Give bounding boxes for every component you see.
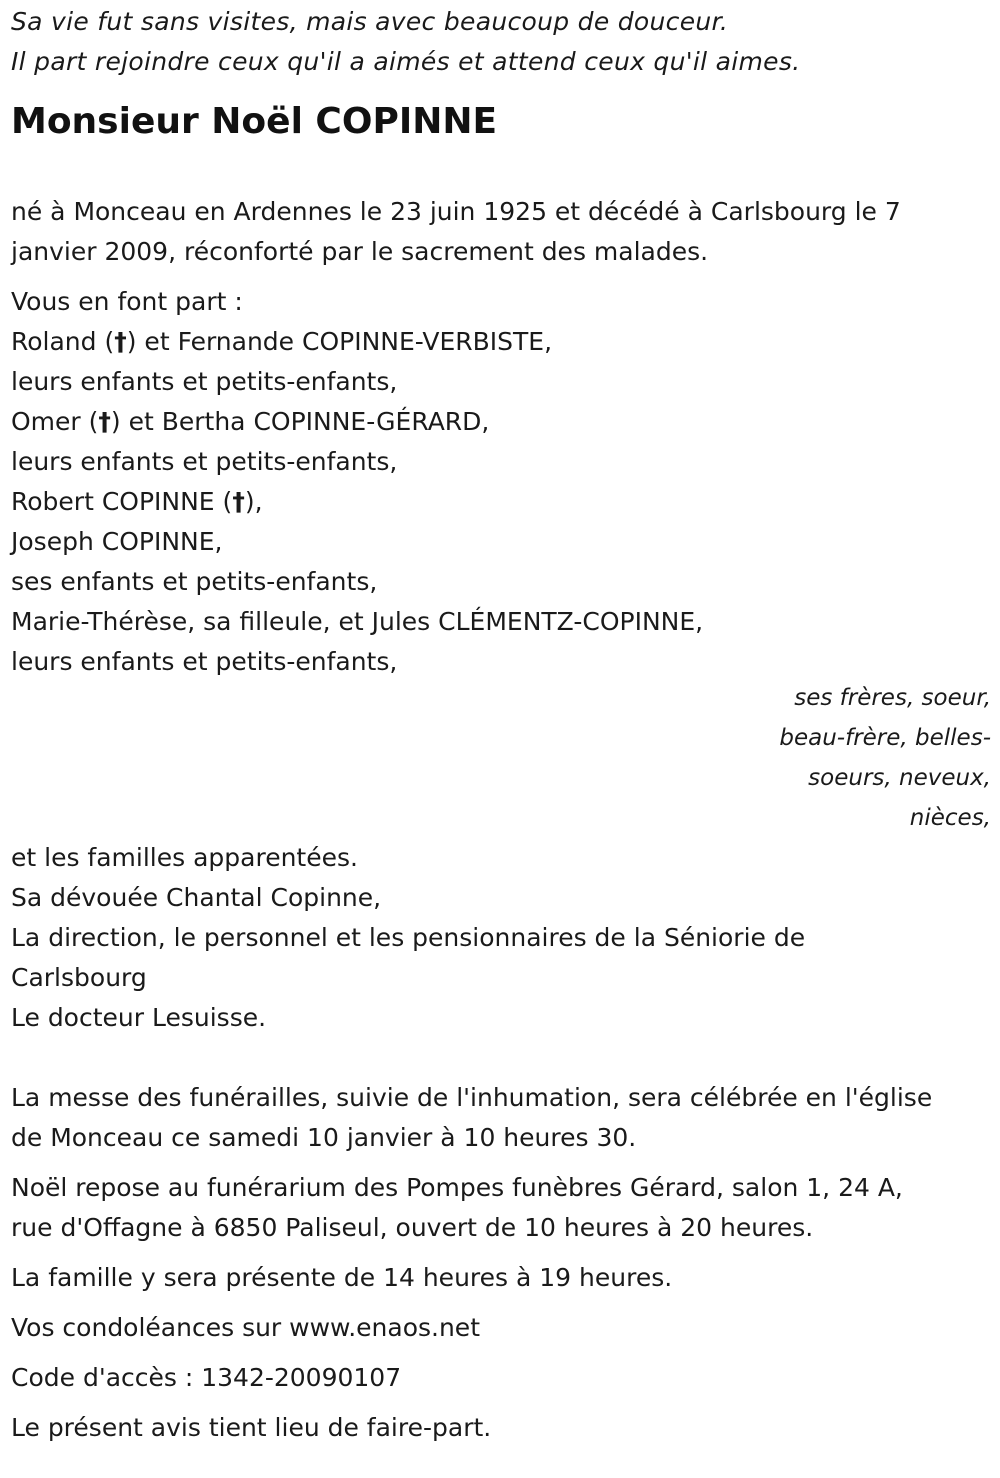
birth-death-paragraph — [11, 192, 991, 272]
cross-icon: † — [98, 407, 111, 436]
family-marie-children: leurs enfants et petits-enfants, — [11, 647, 398, 676]
family-robert — [11, 482, 991, 522]
family-roland-part-2: ) et Fernande COPINNE-VERBISTE, — [126, 327, 553, 356]
epigraph-line-1: Sa vie fut sans visites, mais avec beaucoup de douceur. — [11, 7, 729, 36]
relations-line-4: nièces, — [909, 805, 991, 831]
relations-block — [11, 678, 991, 838]
family-omer — [11, 402, 991, 442]
intro-line-1: né à Monceau en Ardennes le 23 juin 1925 et décédé à Carlsbourg le 7 — [11, 197, 901, 226]
others-line-4: Carlsbourg — [11, 963, 147, 992]
family-robert-part-2: ), — [244, 487, 263, 516]
cross-icon: † — [114, 327, 127, 356]
family-presence: La famille y sera présente de 14 heures à 19 heures. — [11, 1263, 673, 1292]
relations-line-2: beau-frère, belles- — [779, 725, 991, 751]
family-list — [11, 282, 991, 682]
family-roland-children: leurs enfants et petits-enfants, — [11, 367, 398, 396]
others-list — [11, 838, 991, 1038]
funeral-paragraph — [11, 1078, 991, 1158]
obituary-notice — [11, 0, 991, 1448]
family-omer-part-1: Omer ( — [11, 407, 99, 436]
family-omer-part-2: ) et Bertha COPINNE-GÉRARD, — [110, 407, 490, 436]
epigraph-line-2: Il part rejoindre ceux qu'il a aimés et attend ceux qu'il aimes. — [11, 47, 801, 76]
others-line-1: et les familles apparentées. — [11, 843, 358, 872]
others-line-5: Le docteur Lesuisse. — [11, 1003, 267, 1032]
cross-icon: † — [232, 487, 245, 516]
family-roland-part-1: Roland ( — [11, 327, 115, 356]
family-joseph-children: ses enfants et petits-enfants, — [11, 567, 378, 596]
family-joseph: Joseph COPINNE, — [11, 527, 223, 556]
funeral-line-1: La messe des funérailles, suivie de l'inhumation, sera célébrée en l'église — [11, 1083, 933, 1112]
condolences-line: Vos condoléances sur www.enaos.net — [11, 1313, 480, 1342]
family-roland — [11, 322, 991, 362]
repose-paragraph — [11, 1168, 991, 1248]
repose-line-2: rue d'Offagne à 6850 Paliseul, ouvert de 10 heures à 20 heures. — [11, 1213, 814, 1242]
deceased-name: Monsieur Noël COPINNE — [11, 101, 498, 142]
funeral-line-2: de Monceau ce samedi 10 janvier à 10 heures 30. — [11, 1123, 637, 1152]
intro-line-2: janvier 2009, réconforté par le sacrement des malades. — [11, 237, 709, 266]
relations-line-3: soeurs, neveux, — [808, 765, 991, 791]
family-robert-part-1: Robert COPINNE ( — [11, 487, 233, 516]
family-omer-children: leurs enfants et petits-enfants, — [11, 447, 398, 476]
others-line-3: La direction, le personnel et les pensionnaires de la Séniorie de — [11, 923, 806, 952]
family-marie: Marie-Thérèse, sa filleule, et Jules CLÉMENTZ-COPINNE, — [11, 607, 704, 636]
notice-line: Le présent avis tient lieu de faire-part. — [11, 1413, 492, 1442]
others-line-2: Sa dévouée Chantal Copinne, — [11, 883, 382, 912]
access-code: Code d'accès : 1342-20090107 — [11, 1363, 402, 1392]
epigraph — [11, 0, 991, 82]
family-heading: Vous en font part : — [11, 287, 243, 316]
relations-line-1: ses frères, soeur, — [794, 685, 991, 711]
repose-line-1: Noël repose au funérarium des Pompes funèbres Gérard, salon 1, 24 A, — [11, 1173, 903, 1202]
